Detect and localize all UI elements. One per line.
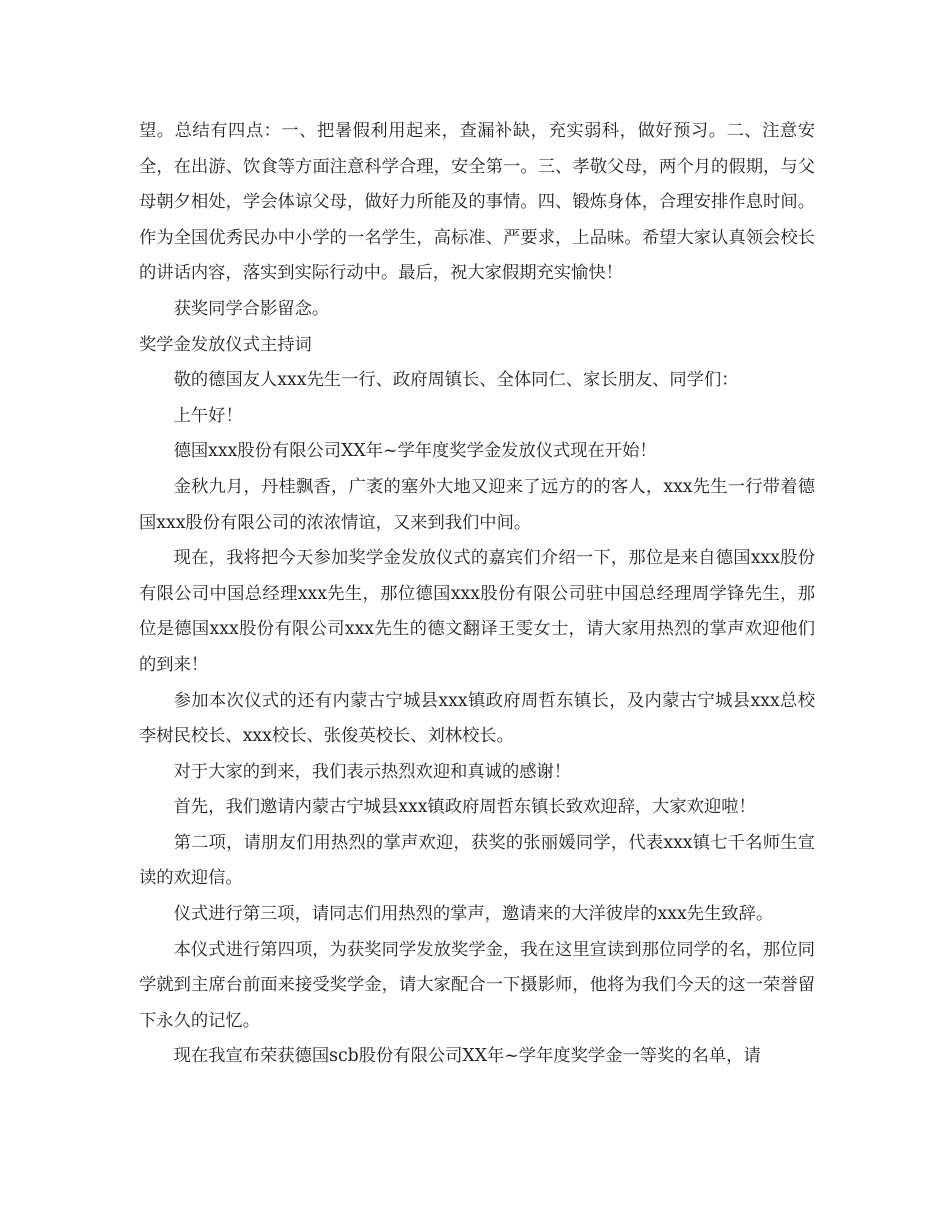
paragraph-first-item: 首先，我们邀请内蒙古宁城县xxx镇政府周哲东镇长致欢迎辞，大家欢迎啦！ bbox=[173, 797, 756, 818]
paragraph-group-photo: 获奖同学合影留念。 bbox=[173, 298, 330, 319]
paragraph-award-announcement: 现在我宣布荣获德国scb股份有限公司XX年~学年度奖学金一等奖的名单，请 bbox=[173, 1046, 761, 1067]
paragraph-thanks: 对于大家的到来，我们表示热烈欢迎和真诚的感谢！ bbox=[173, 761, 572, 782]
paragraph-third-item: 仪式进行第三项，请同志们用热烈的掌声，邀请来的大洋彼岸的xxx先生致辞。 bbox=[173, 904, 774, 925]
paragraph-autumn: 金秋九月，丹桂飘香，广袤的塞外大地又迎来了远方的的客人，xxx先生一行带着德国xxx股份有限公司的浓浓情谊，又来到我们中间。 bbox=[139, 476, 815, 533]
paragraph-salutation: 敬的德国友人xxx先生一行、政府周镇长、全体同仁、家长朋友、同学们： bbox=[173, 370, 739, 391]
paragraph-greeting: 上午好！ bbox=[173, 405, 243, 426]
paragraph-second-item: 第二项，请朋友们用热烈的掌声欢迎，获奖的张丽媛同学，代表xxx镇七千名师生宣读的欢迎信。 bbox=[139, 832, 815, 889]
document-body bbox=[139, 114, 815, 1075]
paragraph-fourth-item: 本仪式进行第四项，为获奖同学发放奖学金，我在这里宣读到那位同学的名，那位同学就到主席台前面来接受奖学金，请大家配合一下摄影师，他将为我们今天的这一荣誉留下永久的记忆。 bbox=[139, 939, 815, 1031]
paragraph-guests: 现在，我将把今天参加奖学金发放仪式的嘉宾们介绍一下，那位是来自德国xxx股份有限公司中国总经理xxx先生，那位德国xxx股份有限公司驻中国总经理周学锋先生，那位是德国xxx股份有限公司xxx先生的德文翻译王雯女士，请大家用热烈的掌声欢迎他们的到来！ bbox=[139, 548, 815, 675]
paragraph-officials: 参加本次仪式的还有内蒙古宁城县xxx镇政府周哲东镇长，及内蒙古宁城县xxx总校李树民校长、xxx校长、张俊英校长、刘林校长。 bbox=[139, 690, 815, 747]
paragraph-summary: 望。总结有四点：一、把暑假利用起来，查漏补缺，充实弱科，做好预习。二、注意安全，在出游、饮食等方面注意科学合理，安全第一。三、孝敬父母，两个月的假期，与父母朝夕相处，学会体谅父母，做好力所能及的事情。四、锻炼身体，合理安排作息时间。作为全国优秀民办中小学的一名学生，高标准、严要求，上品味。希望大家认真领会校长的讲话内容，落实到实际行动中。最后，祝大家假期充实愉快！ bbox=[139, 121, 815, 284]
section-heading: 奖学金发放仪式主持词 bbox=[139, 334, 312, 355]
paragraph-opening: 德国xxx股份有限公司XX年~学年度奖学金发放仪式现在开始！ bbox=[173, 441, 657, 462]
